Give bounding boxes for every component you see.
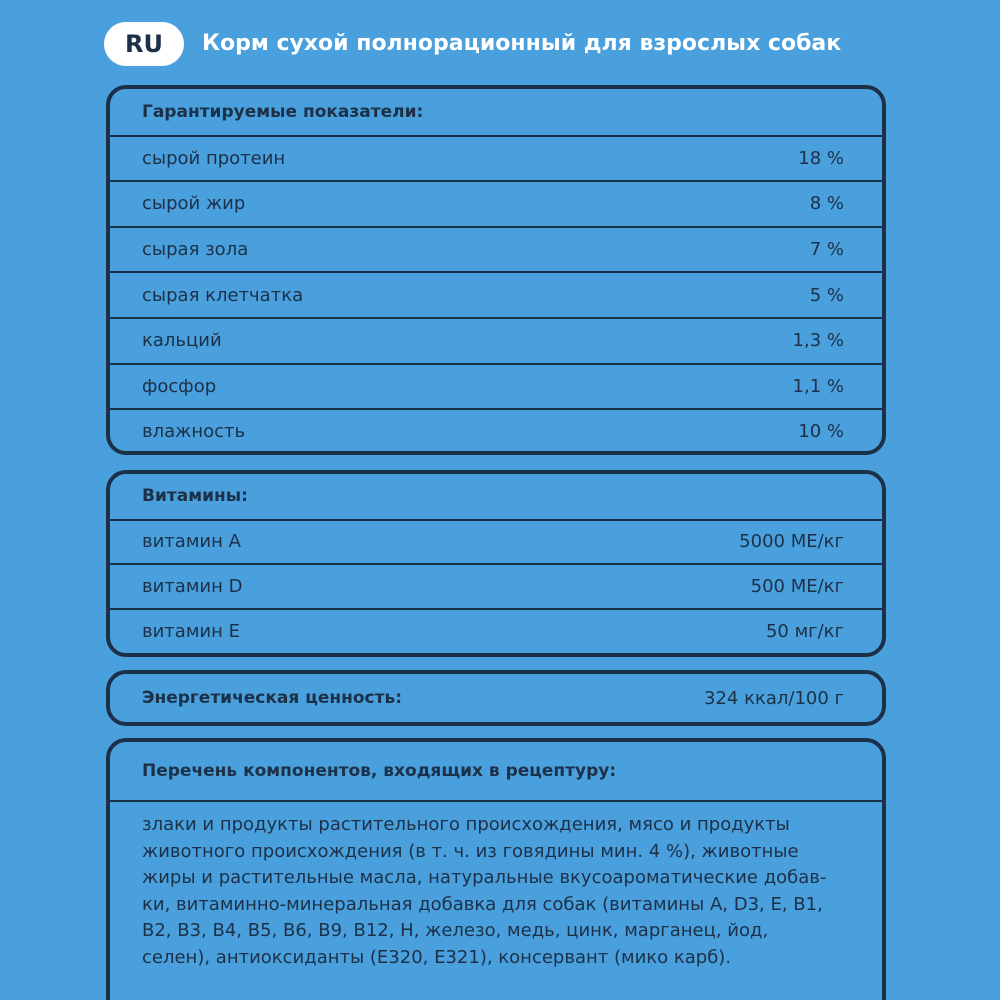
- language-badge: RU: [104, 22, 184, 66]
- energy-value-panel: [106, 670, 886, 726]
- table-heading: [110, 89, 882, 135]
- row-value: 7 %: [809, 239, 844, 261]
- table-row: [110, 135, 882, 181]
- table-row: [110, 608, 882, 653]
- table-row: [110, 226, 882, 272]
- row-value: 10 %: [798, 421, 844, 443]
- row-label: фосфор: [142, 375, 217, 397]
- row-label: сырой жир: [142, 193, 246, 215]
- row-value: 500 МЕ/кг: [750, 575, 844, 597]
- components-line: жиры и растительные масла, натуральные вкусоароматические добав-: [142, 867, 827, 888]
- table-heading: [110, 474, 882, 519]
- table-row: [110, 408, 882, 454]
- components-line: животного происхождения (в т. ч. из говядины мин. 4 %), животные: [142, 840, 799, 862]
- vitamins-table: [106, 470, 886, 657]
- components-panel: [106, 738, 886, 1000]
- energy-label: Энергетическая ценность:: [142, 688, 402, 708]
- energy-row: [110, 674, 882, 722]
- row-value: 18 %: [798, 147, 844, 169]
- table-row: [110, 563, 882, 608]
- guaranteed-indicators-table: [106, 85, 886, 455]
- row-label: сырая зола: [142, 239, 249, 261]
- row-label: витамин D: [142, 575, 243, 597]
- row-value: 50 мг/кг: [765, 620, 844, 642]
- components-title: Перечень компонентов, входящих в рецептуру:: [142, 761, 617, 781]
- row-label: кальций: [142, 330, 222, 352]
- row-value: 1,3 %: [792, 330, 844, 352]
- components-line: злаки и продукты растительного происхождения, мясо и продукты: [142, 814, 790, 835]
- row-label: витамин E: [142, 620, 240, 642]
- components-line: ки, витаминно-минеральная добавка для собак (витамины A, D3, E, B1,: [142, 893, 823, 915]
- table-row: [110, 180, 882, 226]
- components-text: [110, 802, 882, 971]
- table-row: [110, 519, 882, 564]
- energy-value: 324 ккал/100 г: [704, 687, 844, 709]
- row-value: 8 %: [809, 193, 844, 215]
- row-label: витамин A: [142, 531, 241, 553]
- components-line: B2, B3, B4, B5, B6, B9, B12, H, железо, медь, цинк, марганец, йод,: [142, 920, 769, 941]
- components-line: селен), антиоксиданты (E320, E321), консервант (мико карб).: [142, 946, 732, 968]
- table-row: [110, 317, 882, 363]
- row-label: сырая клетчатка: [142, 284, 304, 306]
- row-value: 5000 МЕ/кг: [739, 531, 844, 553]
- table-row: [110, 363, 882, 409]
- row-label: сырой протеин: [142, 147, 286, 169]
- row-value: 5 %: [809, 284, 844, 306]
- vitamins-title: Витамины:: [142, 486, 248, 507]
- header: [104, 22, 904, 66]
- row-value: 1,1 %: [792, 375, 844, 397]
- row-label: влажность: [142, 421, 246, 443]
- table-heading: [110, 742, 882, 802]
- page-title: Корм сухой полнорационный для взрослых собак: [202, 31, 842, 56]
- table-row: [110, 271, 882, 317]
- guaranteed-title: Гарантируемые показатели:: [142, 101, 424, 122]
